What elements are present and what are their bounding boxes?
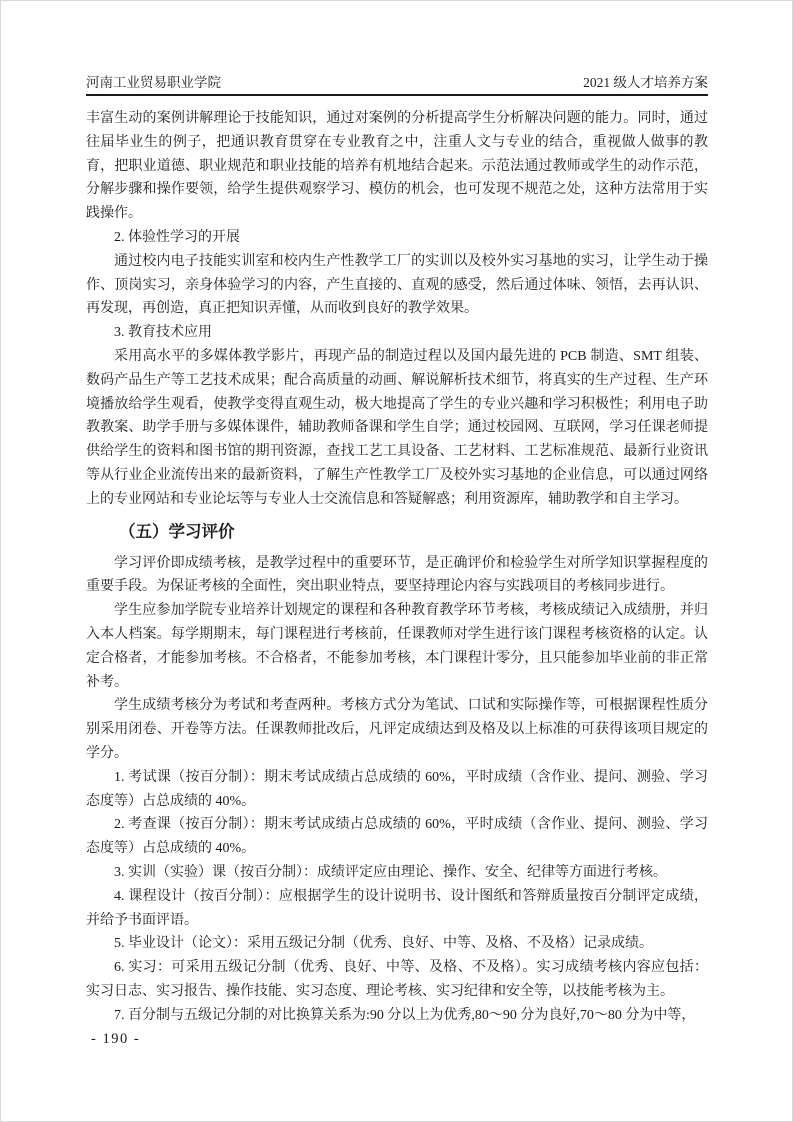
numbered-item: 5. 毕业设计（论文）：采用五级记分制（优秀、良好、中等、及格、不及格）记录成绩。 bbox=[114, 936, 653, 952]
numbered-item: 6. 实习：可采用五级记分制（优秀、良好、中等、及格、不及格）。实习成绩考核内容应包括：实习日志、实习报告、操作技能、实习态度、理论考核、实习纪律和安全等，以技能考核为主。 bbox=[86, 960, 708, 999]
header-school-name: 河南工业贸易职业学院 bbox=[86, 75, 221, 90]
section-heading: （五）学习评价 bbox=[119, 521, 235, 541]
page-number: - 190 - bbox=[91, 1031, 141, 1047]
numbered-subheading: 3. 教育技术应用 bbox=[114, 325, 212, 341]
body-paragraph: 学生成绩考核分为考试和考查两种。考核方式分为笔试、口试和实际操作等，可根据课程性质分别采用闭卷、开卷等方法。任课教师批改后，凡评定成绩达到及格及以上标准的可获得该项目规定的学分。 bbox=[86, 698, 708, 761]
body-paragraph: 学习评价即成绩考核，是教学过程中的重要环节，是正确评价和检验学生对所学知识掌握程度的重要手段。为保证考核的全面性，突出职业特点，要坚持理论内容与实践项目的考核同步进行。 bbox=[86, 555, 708, 595]
body-paragraph: 学生应参加学院专业培养计划规定的课程和各种教育教学环节考核，考核成绩记入成绩册，并归入本人档案。每学期期末，每门课程进行考核前，任课教师对学生进行该门课程考核资格的认定。认定合格者，才能参加考核。不合格者，不能参加考核，本门课程计零分，且只能参加毕业前的非正常补考。 bbox=[86, 603, 708, 690]
header-doc-title: 2021 级人才培养方案 bbox=[583, 75, 708, 90]
document-body bbox=[86, 107, 708, 1027]
numbered-subheading: 2. 体验性学习的开展 bbox=[114, 229, 240, 245]
numbered-item: 1. 考试课（按百分制）：期末考试成绩占总成绩的 60%，平时成绩（含作业、提问、测验、学习态度等）占总成绩的 40%。 bbox=[86, 769, 708, 809]
numbered-item: 2. 考查课（按百分制）：期末考试成绩占总成绩的 60%，平时成绩（含作业、提问、测验、学习态度等）占总成绩的 40%。 bbox=[86, 817, 708, 857]
page-header bbox=[86, 74, 708, 96]
numbered-item: 7. 百分制与五级记分制的对比换算关系为:90 分以上为优秀,80～90 分为良好,70～80 分为中等， bbox=[114, 1007, 696, 1023]
body-paragraph: 采用高水平的多媒体教学影片，再现产品的制造过程以及国内最先进的 PCB 制造、SMT 组装、数码产品生产等工艺技术成果；配合高质量的动画、解说解析技术细节，将真实的生产过程、生产环境播放给学生观看，使教学变得直观生动，极大地提高了学生的专业兴趣和学习积极性；利用电子助教教案、助学手册与多媒体课件，辅助教师备课和学生自学；通过校园网、互联网，学习任课老师提供给学生的资料和图书馆的期刊资源，查找工艺工具设备、工艺材料、工艺标准规范、最新行业资讯等从行业企业流传出来的最新资料，了解生产性教学工厂及校外实习基地的企业信息，可以通过网络上的专业网站和专业论坛等与专业人士交流信息和答疑解惑；利用资源库，辅助教学和自主学习。 bbox=[86, 348, 708, 507]
numbered-item: 4. 课程设计（按百分制）：应根据学生的设计说明书、设计图纸和答辩质量按百分制评定成绩，并给予书面评语。 bbox=[86, 888, 708, 928]
numbered-item: 3. 实训（实验）课（按百分制）：成绩评定应由理论、操作、安全、纪律等方面进行考核。 bbox=[114, 864, 667, 880]
page-content bbox=[86, 74, 708, 1027]
body-paragraph: 通过校内电子技能实训室和校内生产性教学工厂的实训以及校外实习基地的实习，让学生动于操作、顶岗实习，亲身体验学习的内容，产生直接的、直观的感受，然后通过体味、领悟，去再认识、再发现，再创造，真正把知识弄懂，从而收到良好的教学效果。 bbox=[86, 253, 708, 317]
body-paragraph: 丰富生动的案例讲解理论于技能知识，通过对案例的分析提高学生分析解决问题的能力。同时，通过往届毕业生的例子，把通识教育贯穿在专业教育之中，注重人文与专业的结合，重视做人做事的教育，把职业道德、职业规范和职业技能的培养有机地结合起来。示范法通过教师或学生的动作示范，分解步骤和操作要领，给学生提供观察学习、模仿的机会，也可发现不规范之处，这种方法常用于实践操作。 bbox=[86, 111, 708, 222]
